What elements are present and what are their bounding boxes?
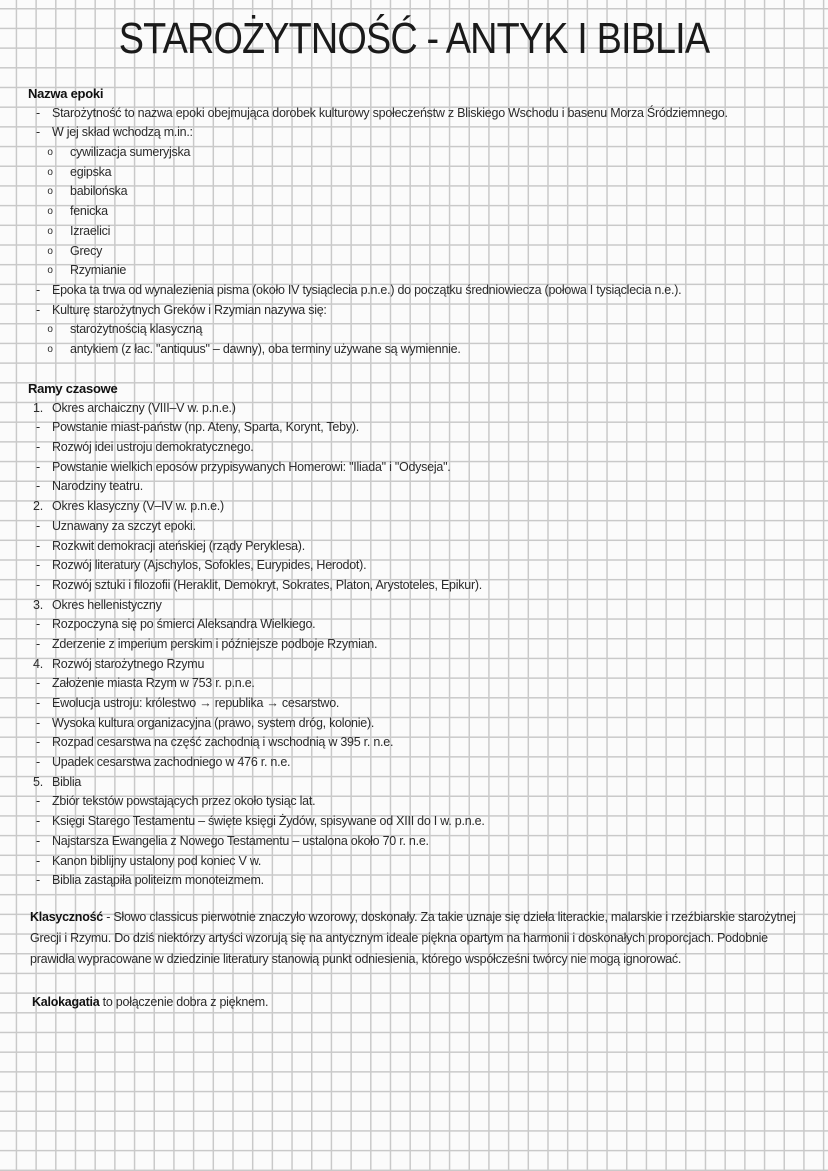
list-marker: - bbox=[36, 105, 40, 120]
list-item bbox=[28, 281, 818, 301]
list-marker: - bbox=[36, 538, 40, 553]
list-item-text: Biblia zastąpiła politeizm monoteizmem. bbox=[52, 873, 264, 888]
list-marker: - bbox=[36, 558, 40, 573]
list-item bbox=[28, 615, 818, 635]
list-marker: - bbox=[36, 873, 40, 888]
list-item bbox=[28, 674, 818, 694]
list-item bbox=[28, 556, 818, 576]
list-marker: - bbox=[36, 282, 40, 297]
list-item-text: Powstanie wielkich eposów przypisywanych Homerowi: "Iliada" i "Odyseja". bbox=[52, 459, 451, 474]
list-marker: - bbox=[36, 853, 40, 868]
list-item bbox=[28, 143, 818, 163]
list-item bbox=[28, 458, 818, 478]
list-item bbox=[28, 694, 818, 714]
list-item bbox=[28, 301, 818, 321]
list-marker: - bbox=[36, 420, 40, 435]
list-item-text: egipska bbox=[70, 164, 112, 179]
list-item-text: antykiem (z łac. "antiquus" – dawny), oba terminy używane są wymiennie. bbox=[70, 341, 461, 356]
list-marker: o bbox=[47, 166, 53, 178]
list-item-text: Rozwój literatury (Ajschylos, Sofokles, Eurypides, Herodot). bbox=[52, 558, 367, 573]
list-marker: - bbox=[36, 125, 40, 140]
section-heading: Ramy czasowe bbox=[28, 381, 118, 396]
list-item bbox=[28, 104, 818, 124]
list-item bbox=[28, 261, 818, 281]
list-marker: - bbox=[36, 696, 40, 710]
list-item bbox=[28, 596, 818, 616]
list-marker: o bbox=[47, 245, 53, 257]
list-marker: - bbox=[36, 459, 40, 474]
list-marker: - bbox=[36, 577, 40, 592]
list-item bbox=[28, 733, 818, 753]
list-marker: - bbox=[36, 755, 40, 770]
list-item bbox=[28, 537, 818, 557]
list-item-text: Okres klasyczny (V–IV w. p.n.e.) bbox=[52, 499, 224, 514]
list-item bbox=[28, 123, 818, 143]
list-item-text: Uznawany za szczyt epoki. bbox=[52, 518, 196, 533]
list-item bbox=[28, 497, 818, 517]
list-marker: 1. bbox=[33, 400, 43, 415]
list-item bbox=[28, 753, 818, 773]
list-item bbox=[28, 576, 818, 596]
definition-text: - Słowo classicus pierwotnie znaczyło wzorowy, doskonały. Za takie uznaje się dzieła literackie, malarskie i rzeźbiarskie starożytnej Grecji i Rzymu. Do dziś niektórzy artyści wzorują się na antycznym ideale piękna opartym na harmonii i doskonałych proporcjach. Podobnie prawidła wypracowane w dziedzinie literatury stanowią punkt odniesienia, którego współcześni twórcy nie mogą ignorować. bbox=[30, 910, 796, 966]
list-item bbox=[28, 182, 818, 202]
list-item-text: Założenie miasta Rzym w 753 r. p.n.e. bbox=[52, 676, 255, 691]
list-item-text: Biblia bbox=[52, 774, 82, 789]
list-item bbox=[28, 477, 818, 497]
list-item-text: W jej skład wchodzą m.in.: bbox=[52, 125, 193, 140]
list-item bbox=[28, 340, 818, 360]
list-item-text: Najstarsza Ewangelia z Nowego Testamentu – ustalona około 70 r. n.e. bbox=[52, 833, 429, 848]
list-item-text: Narodziny teatru. bbox=[52, 479, 143, 494]
list-marker: 2. bbox=[33, 499, 43, 514]
list-marker: 3. bbox=[33, 597, 43, 612]
list-marker: o bbox=[47, 324, 53, 336]
list-item-text: Rozwój idei ustroju demokratycznego. bbox=[52, 440, 254, 455]
list-item-text: fenicka bbox=[70, 204, 108, 219]
list-item bbox=[28, 222, 818, 242]
list-item-text: Kulturę starożytnych Greków i Rzymian nazywa się: bbox=[52, 302, 327, 317]
list-item bbox=[28, 517, 818, 537]
definition-text: to połączenie dobra z pięknem. bbox=[99, 995, 269, 1009]
term-kalokagatia: Kalokagatia bbox=[32, 995, 100, 1009]
list-item-text: babilońska bbox=[70, 184, 128, 199]
list-item-text: Epoka ta trwa od wynalezienia pisma (około IV tysiąclecia p.n.e.) do początku średniowiecza (połowa I tysiąclecia n.e.). bbox=[52, 282, 682, 297]
list-item-text: Rozwój sztuki i filozofii (Heraklit, Demokryt, Sokrates, Platon, Arystoteles, Epikur). bbox=[52, 577, 483, 592]
list-item-text: Rozwój starożytnego Rzymu bbox=[52, 656, 205, 671]
list-item bbox=[28, 163, 818, 183]
list-item bbox=[28, 792, 818, 812]
list-item-text: Rzymianie bbox=[70, 263, 127, 278]
list-item-text: Zbiór tekstów powstających przez około tysiąc lat. bbox=[52, 794, 316, 809]
list-item-text: Okres hellenistyczny bbox=[52, 597, 162, 612]
list-marker: - bbox=[36, 617, 40, 632]
list-marker: o bbox=[47, 265, 53, 277]
list-item-text: Rozpoczyna się po śmierci Aleksandra Wielkiego. bbox=[52, 617, 316, 632]
list-item bbox=[28, 635, 818, 655]
list-item-text: Zderzenie z imperium perskim i późniejsze podboje Rzymian. bbox=[52, 636, 378, 651]
list-item-text: starożytnością klasyczną bbox=[70, 322, 203, 337]
list-item bbox=[28, 242, 818, 262]
list-marker: - bbox=[36, 636, 40, 651]
list-item bbox=[28, 871, 818, 891]
list-item-text: Kanon biblijny ustalony pod koniec V w. bbox=[52, 853, 262, 868]
list-marker: 5. bbox=[33, 774, 43, 789]
list-marker: - bbox=[36, 794, 40, 809]
list-marker: - bbox=[36, 715, 40, 730]
list-marker: 4. bbox=[33, 656, 43, 671]
list-marker: - bbox=[36, 479, 40, 494]
list-marker: - bbox=[36, 302, 40, 317]
list-marker: - bbox=[36, 735, 40, 750]
list-item bbox=[28, 320, 818, 340]
list-marker: - bbox=[36, 440, 40, 455]
list-item-text: Księgi Starego Testamentu – święte księgi Żydów, spisywane od XIII do I w. p.n.e. bbox=[52, 814, 485, 829]
list-item bbox=[28, 812, 818, 832]
list-item-text: Powstanie miast-państw (np. Ateny, Sparta, Korynt, Teby). bbox=[52, 420, 359, 435]
list-item bbox=[28, 418, 818, 438]
list-item-text: Okres archaiczny (VIII–V w. p.n.e.) bbox=[52, 400, 236, 415]
paragraph-klasycznosc bbox=[30, 907, 810, 970]
list-marker: o bbox=[47, 206, 53, 218]
list-item-text: Upadek cesarstwa zachodniego w 476 r. n.e. bbox=[52, 755, 291, 770]
list-marker: o bbox=[47, 343, 53, 355]
list-item-text: Grecy bbox=[70, 243, 103, 258]
section-ramy-czasowe bbox=[28, 379, 818, 891]
list-item bbox=[28, 655, 818, 675]
list-item-text: Ewolucja ustroju: królestwo → republika → cesarstwo. bbox=[52, 696, 340, 710]
list-item-text: Izraelici bbox=[70, 223, 111, 238]
paragraph-kalokagatia bbox=[32, 992, 822, 1013]
section-nazwa-epoki bbox=[28, 84, 818, 360]
list-marker: - bbox=[36, 833, 40, 848]
list-item bbox=[28, 832, 818, 852]
list-marker: - bbox=[36, 518, 40, 533]
list-item bbox=[28, 773, 818, 793]
list-item-text: Rozkwit demokracji ateńskiej (rządy Peryklesa). bbox=[52, 538, 305, 553]
list-item bbox=[28, 202, 818, 222]
list-item bbox=[28, 714, 818, 734]
list-marker: o bbox=[47, 147, 53, 159]
list-item bbox=[28, 852, 818, 872]
list-item-text: Rozpad cesarstwa na część zachodnią i wschodnią w 395 r. n.e. bbox=[52, 735, 394, 750]
list-item-text: Starożytność to nazwa epoki obejmująca dorobek kulturowy społeczeństw z Bliskiego Wschodu i basenu Morza Śródziemnego. bbox=[52, 105, 728, 120]
term-klasycznosc: Klasyczność bbox=[30, 910, 103, 924]
list-item-text: Wysoka kultura organizacyjna (prawo, system dróg, kolonie). bbox=[52, 715, 375, 730]
list-marker: - bbox=[36, 676, 40, 691]
list-marker: o bbox=[47, 225, 53, 237]
list-item bbox=[28, 399, 818, 419]
list-marker: - bbox=[36, 814, 40, 829]
list-item bbox=[28, 438, 818, 458]
page-title: STAROŻYTNOŚĆ - ANTYK I BIBLIA bbox=[118, 14, 710, 63]
list-marker: o bbox=[47, 186, 53, 198]
section-heading: Nazwa epoki bbox=[28, 86, 104, 101]
list-item-text: cywilizacja sumeryjska bbox=[70, 145, 191, 160]
